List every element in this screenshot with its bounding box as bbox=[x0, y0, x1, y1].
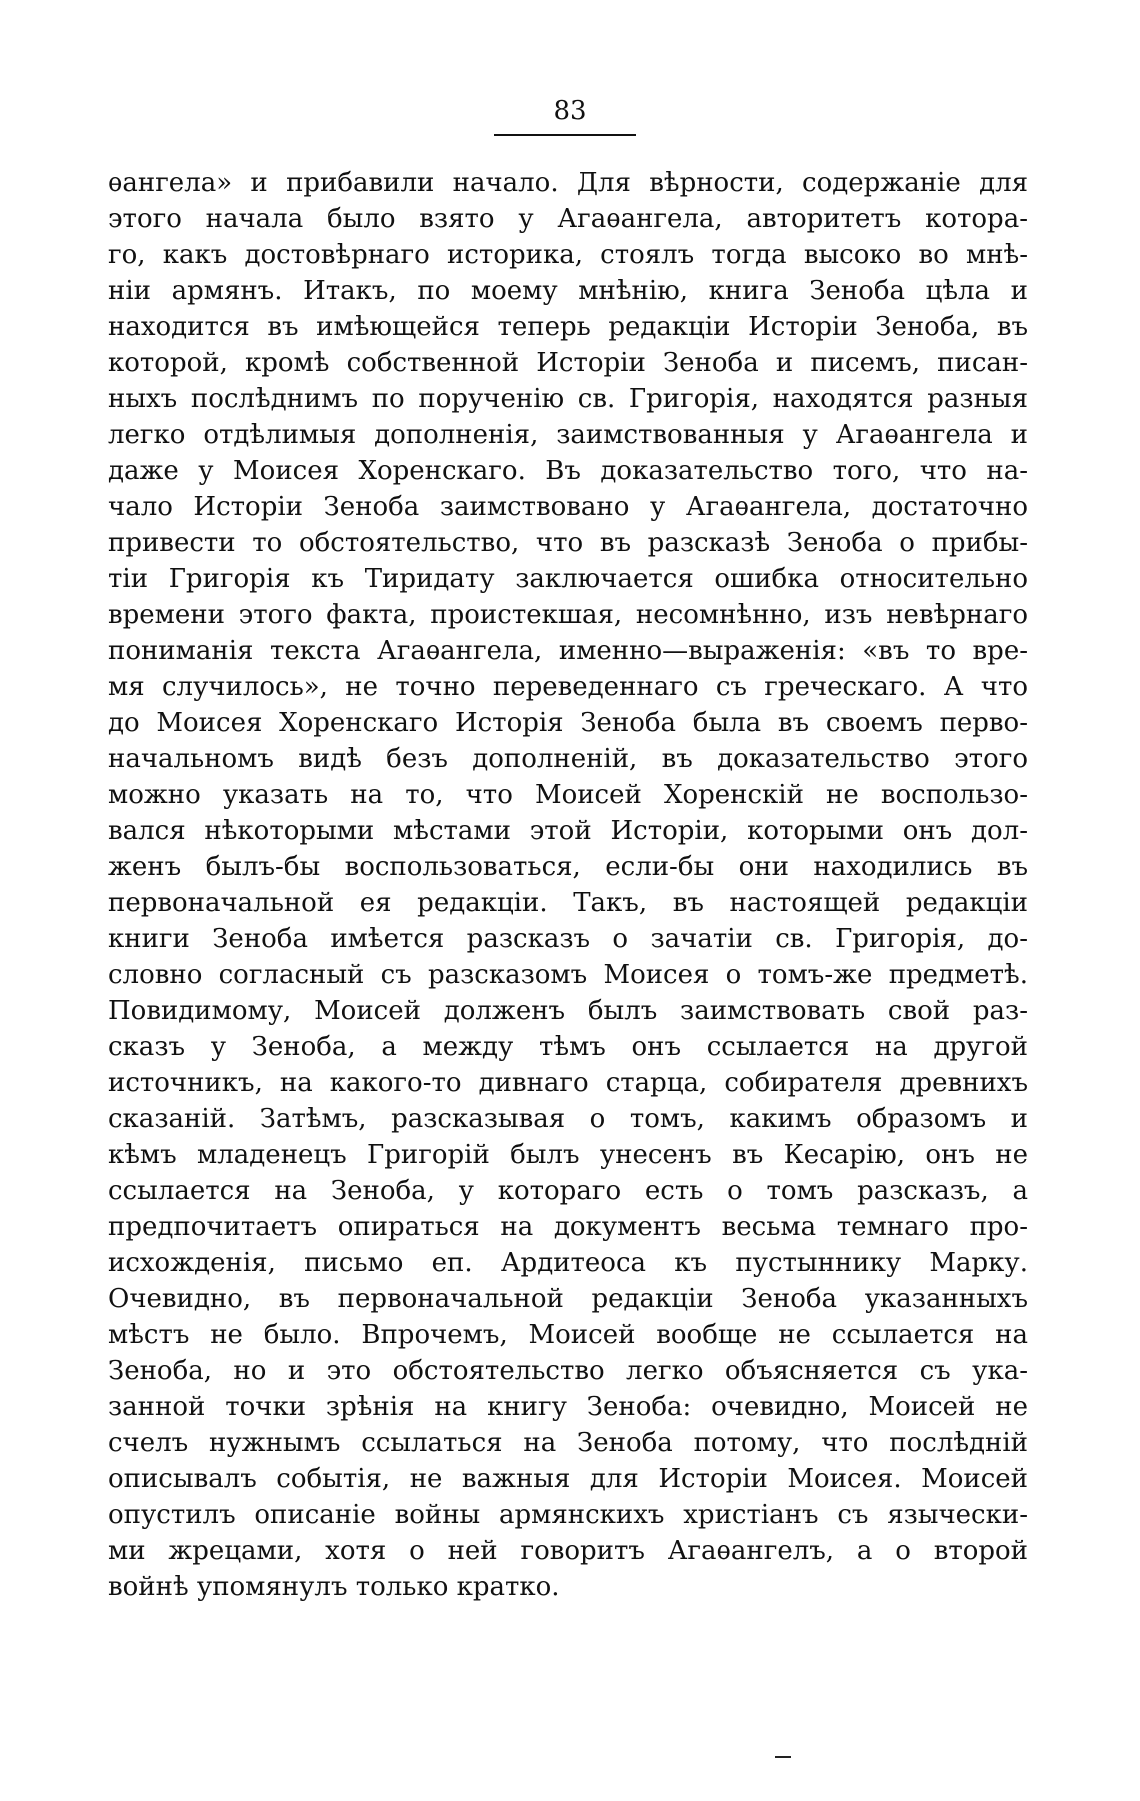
text-line: которой, кромѣ собственной Исторіи Зеноба и писемъ, писан- bbox=[108, 348, 1028, 378]
text-line: кѣмъ младенецъ Григорій былъ унесенъ въ Кесарію, онъ не bbox=[108, 1140, 1028, 1170]
text-line: словно согласный съ разсказомъ Моисея о томъ-же предметѣ. bbox=[108, 960, 1028, 990]
text-line: привести то обстоятельство, что въ разсказѣ Зеноба о прибы- bbox=[108, 528, 1028, 558]
text-line: предпочитаетъ опираться на документъ весьма темнаго про- bbox=[108, 1212, 1028, 1242]
text-line: ныхъ послѣднимъ по порученію св. Григорія, находятся разныя bbox=[108, 384, 1028, 414]
text-line: книги Зеноба имѣется разсказъ о зачатіи св. Григорія, до- bbox=[108, 924, 1028, 954]
text-line: находится въ имѣющейся теперь редакціи Исторіи Зеноба, въ bbox=[108, 312, 1028, 342]
text-line: пониманія текста Агаѳангела, именно—выраженія: «въ то вре- bbox=[108, 636, 1028, 666]
text-line: ми жрецами, хотя о ней говоритъ Агаѳангелъ, а о второй bbox=[108, 1536, 1028, 1566]
text-line: источникъ, на какого-то дивнаго старца, собирателя древнихъ bbox=[108, 1068, 1028, 1098]
text-line: Зеноба, но и это обстоятельство легко объясняется съ ука- bbox=[108, 1356, 1028, 1386]
text-line: мя случилось», не точно переведеннаго съ греческаго. А что bbox=[108, 672, 1028, 702]
text-line: вался нѣкоторыми мѣстами этой Исторіи, которыми онъ дол- bbox=[108, 816, 1028, 846]
page-number-rule bbox=[494, 134, 636, 136]
text-line: ссылается на Зеноба, у котораго есть о томъ разсказъ, а bbox=[108, 1176, 1028, 1206]
text-line: исхожденія, письмо еп. Ардитеоса къ пустыннику Марку. bbox=[108, 1248, 1028, 1278]
text-line: сказъ у Зеноба, а между тѣмъ онъ ссылается на другой bbox=[108, 1032, 1028, 1062]
stray-mark bbox=[775, 1756, 791, 1758]
text-line: первоначальной ея редакціи. Такъ, въ настоящей редакціи bbox=[108, 888, 1028, 918]
text-line: Очевидно, въ первоначальной редакціи Зеноба указанныхъ bbox=[108, 1284, 1028, 1314]
text-line: этого начала было взято у Агаѳангела, авторитетъ котора- bbox=[108, 204, 1028, 234]
text-line: занной точки зрѣнія на книгу Зеноба: очевидно, Моисей не bbox=[108, 1392, 1028, 1422]
text-line: даже у Моисея Хоренскаго. Въ доказательство того, что на- bbox=[108, 456, 1028, 486]
text-line: тіи Григорія къ Тиридату заключается ошибка относительно bbox=[108, 564, 1028, 594]
text-line: сказаній. Затѣмъ, разсказывая о томъ, какимъ образомъ и bbox=[108, 1104, 1028, 1134]
text-line: чало Исторіи Зеноба заимствовано у Агаѳангела, достаточно bbox=[108, 492, 1028, 522]
text-line: начальномъ видѣ безъ дополненій, въ доказательство этого bbox=[108, 744, 1028, 774]
text-line: Повидимому, Моисей долженъ былъ заимствовать свой раз- bbox=[108, 996, 1028, 1026]
text-line: опустилъ описаніе войны армянскихъ христіанъ съ язычески- bbox=[108, 1500, 1028, 1530]
text-line: мѣстъ не было. Впрочемъ, Моисей вообще не ссылается на bbox=[108, 1320, 1028, 1350]
text-line: можно указать на то, что Моисей Хоренскій не воспользо- bbox=[108, 780, 1028, 810]
text-line: времени этого факта, проистекшая, несомнѣнно, изъ невѣрнаго bbox=[108, 600, 1028, 630]
text-line: легко отдѣлимыя дополненія, заимствованныя у Агаѳангела и bbox=[108, 420, 1028, 450]
text-line-last: войнѣ упомянулъ только кратко. bbox=[108, 1572, 560, 1602]
text-line: описывалъ событія, не важныя для Исторіи Моисея. Моисей bbox=[108, 1464, 1028, 1494]
text-line: счелъ нужнымъ ссылаться на Зеноба потому, что послѣдній bbox=[108, 1428, 1028, 1458]
text-line: го, какъ достовѣрнаго историка, стоялъ тогда высоко во мнѣ- bbox=[108, 240, 1028, 270]
text-line: ѳангела» и прибавили начало. Для вѣрности, содержаніе для bbox=[108, 168, 1028, 198]
body-text bbox=[108, 165, 1028, 1605]
text-line: до Моисея Хоренскаго Исторія Зеноба была въ своемъ перво- bbox=[108, 708, 1028, 738]
page-number: 83 bbox=[553, 96, 587, 126]
text-line: женъ былъ-бы воспользоваться, если-бы они находились въ bbox=[108, 852, 1028, 882]
text-line: ніи армянъ. Итакъ, по моему мнѣнію, книга Зеноба цѣла и bbox=[108, 276, 1028, 306]
